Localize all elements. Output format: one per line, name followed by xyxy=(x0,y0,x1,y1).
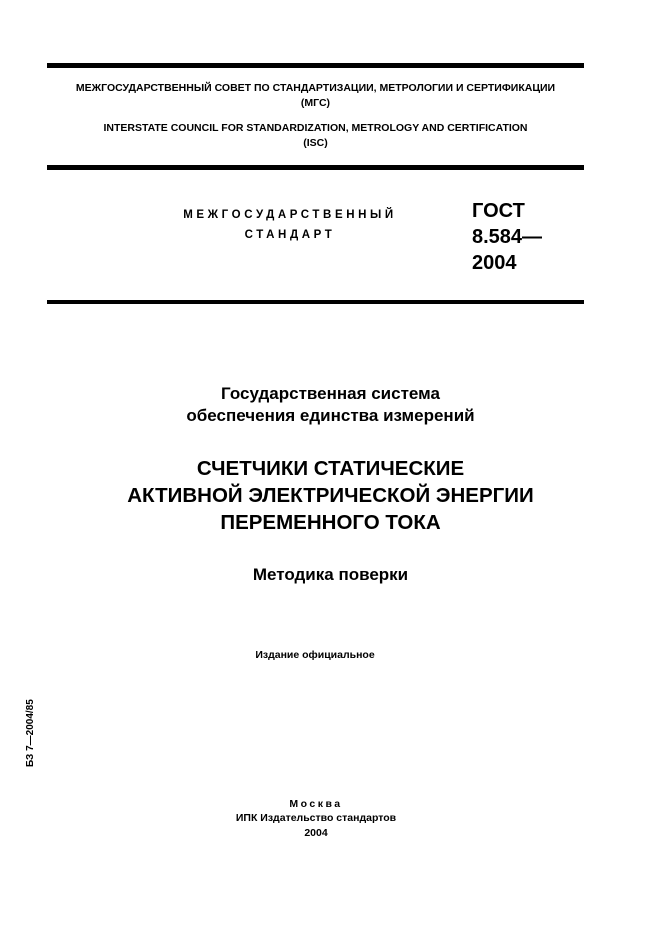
council-en-abbrev: (ISC) xyxy=(303,137,328,149)
title-line3: ПЕРЕМЕННОГО ТОКА xyxy=(220,511,441,534)
title-line1: СЧЕТЧИКИ СТАТИЧЕСКИЕ xyxy=(196,457,465,480)
council-en-line1: INTERSTATE COUNCIL FOR STANDARDIZATION, METROLOGY AND CERTIFICATION xyxy=(103,122,528,134)
council-ru-abbrev: (МГС) xyxy=(300,97,331,109)
system-heading-line1: Государственная система xyxy=(221,384,440,403)
designation-rule xyxy=(47,300,584,304)
title-line2: АКТИВНОЙ ЭЛЕКТРИЧЕСКОЙ ЭНЕРГИИ xyxy=(127,484,534,507)
footer-city: Москва xyxy=(289,798,343,810)
council-name-ru xyxy=(47,81,584,111)
edition-note: Издание официальное xyxy=(255,649,375,661)
standard-type-line1: МЕЖГОСУДАРСТВЕННЫЙ xyxy=(183,209,397,221)
gost-number: 8.584— xyxy=(472,226,543,248)
standard-type xyxy=(150,205,430,245)
system-heading xyxy=(0,383,661,427)
header-bottom-rule xyxy=(47,165,584,170)
document-subtitle: Методика поверки xyxy=(252,565,409,584)
document-title xyxy=(0,455,661,536)
footer-publisher: ИПК Издательство стандартов xyxy=(235,812,397,824)
gost-label: ГОСТ xyxy=(472,200,525,222)
gost-designation xyxy=(472,198,542,276)
council-ru-line1: МЕЖГОСУДАРСТВЕННЫЙ СОВЕТ ПО СТАНДАРТИЗАЦИИ, МЕТРОЛОГИИ И СЕРТИФИКАЦИИ xyxy=(75,82,556,94)
side-catalog-code: БЗ 7—2004/85 xyxy=(25,699,36,767)
council-name-en xyxy=(47,121,584,151)
top-rule xyxy=(47,63,584,68)
gost-year: 2004 xyxy=(472,252,517,274)
standard-type-line2: СТАНДАРТ xyxy=(244,229,336,241)
system-heading-line2: обеспечения единства измерений xyxy=(186,406,475,425)
footer-year: 2004 xyxy=(304,827,328,839)
